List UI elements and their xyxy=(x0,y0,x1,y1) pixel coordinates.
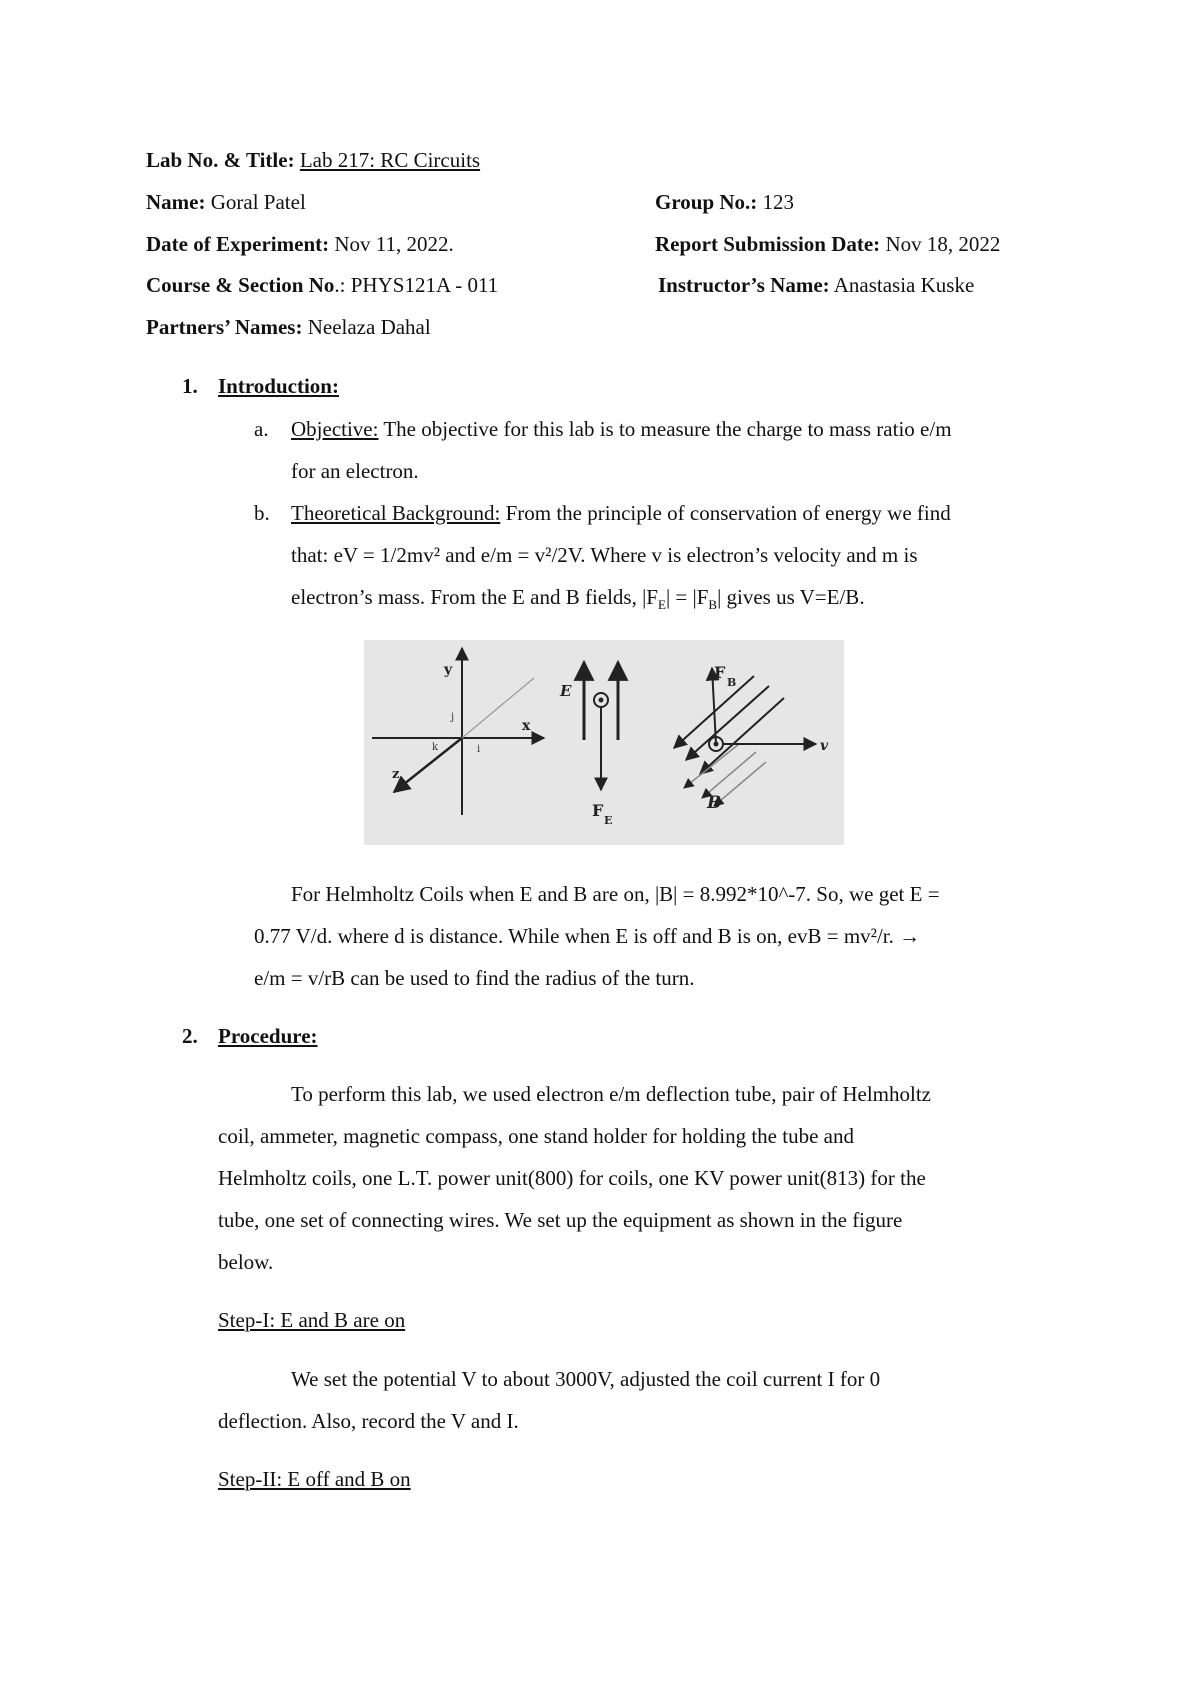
submission-line xyxy=(655,231,1000,257)
date-value: Nov 11, 2022. xyxy=(334,232,454,256)
submission-value: Nov 18, 2022 xyxy=(885,232,1001,256)
course-separator: .: xyxy=(334,273,351,297)
velocity-label: v xyxy=(820,738,829,754)
section-1-number: 1. xyxy=(182,374,198,398)
procedure-line-5: below. xyxy=(218,1250,274,1274)
x-axis-label: x xyxy=(522,718,531,734)
fb-label-sub: B xyxy=(727,676,737,689)
field-diagram xyxy=(364,640,844,845)
lab-title-value: Lab 217: RC Circuits xyxy=(299,148,481,172)
b-field-label: B xyxy=(707,793,722,813)
partners-line xyxy=(146,314,431,340)
b-field-line-5 xyxy=(702,752,756,798)
b-field-line-6 xyxy=(714,762,766,806)
step-1-line-2: deflection. Also, record the V and I. xyxy=(218,1409,519,1433)
item-b-line-3 xyxy=(291,584,865,618)
y-axis-label: y xyxy=(444,662,453,678)
procedure-line-3: Helmholtz coils, one L.T. power unit(800) for coils, one KV power unit(813) for the xyxy=(218,1166,926,1190)
step-1-title-wrap xyxy=(218,1307,405,1333)
z-axis xyxy=(394,738,462,792)
procedure-line-2: coil, ammeter, magnetic compass, one stand holder for holding the tube and xyxy=(218,1124,854,1148)
electron-b-dot xyxy=(714,742,719,747)
item-b-line-3-mid: | = |F xyxy=(665,585,709,609)
item-b-marker: b. xyxy=(254,501,270,525)
instructor-value: Anastasia Kuske xyxy=(833,273,975,297)
procedure-line-4: tube, one set of connecting wires. We set up the equipment as shown in the figure xyxy=(218,1208,903,1232)
j-unit-label: j xyxy=(451,712,455,723)
name-value: Goral Patel xyxy=(210,190,306,214)
item-b-line-3-end: | gives us V=E/B. xyxy=(717,585,865,609)
item-a-line-1 xyxy=(291,416,952,442)
submission-label: Report Submission Date: xyxy=(655,232,881,256)
item-a-line-2: for an electron. xyxy=(291,459,419,483)
section-1-title: Introduction: xyxy=(218,374,339,398)
electron-dot xyxy=(599,698,604,703)
course-value: PHYS121A - 011 xyxy=(350,273,499,297)
k-unit-label: k xyxy=(432,742,439,753)
helmholtz-line-1: For Helmholtz Coils when E and B are on, |B| = 8.992*10^-7. So, we get E = xyxy=(291,882,940,906)
course-line xyxy=(146,272,498,298)
z-axis-label: z xyxy=(392,767,400,782)
section-2-title-wrap xyxy=(218,1023,318,1049)
instructor-line xyxy=(658,272,974,298)
fb-subscript: B xyxy=(708,597,718,613)
fb-label: F xyxy=(714,663,726,682)
procedure-line-1: To perform this lab, we used electron e/m deflection tube, pair of Helmholtz xyxy=(291,1082,931,1106)
group-label: Group No.: xyxy=(655,190,758,214)
step-1-line-1: We set the potential V to about 3000V, adjusted the coil current I for 0 xyxy=(291,1367,881,1391)
section-2-title: Procedure: xyxy=(218,1024,318,1048)
lab-title-line xyxy=(146,147,480,173)
date-label: Date of Experiment: xyxy=(146,232,330,256)
step-2-title: Step-II: E off and B on xyxy=(218,1467,411,1491)
section-2-heading xyxy=(182,1023,198,1049)
section-1-heading xyxy=(182,373,198,399)
theory-text: From the principle of conservation of energy we find xyxy=(505,501,951,525)
item-b-line-3-text: electron’s mass. From the E and B fields, |F xyxy=(291,585,658,609)
item-b-line-1 xyxy=(291,500,951,526)
e-field-label: E xyxy=(560,682,572,700)
item-b-line-2: that: eV = 1/2mv² and e/m = v²/2V. Where v is electron’s velocity and m is xyxy=(291,543,918,567)
i-unit-label: i xyxy=(477,744,481,755)
theory-heading: Theoretical Background: xyxy=(291,501,501,525)
lab-title-label: Lab No. & Title: xyxy=(146,148,295,172)
group-value: 123 xyxy=(762,190,795,214)
partners-value: Neelaza Dahal xyxy=(307,315,431,339)
helmholtz-line-3: e/m = v/rB can be used to find the radius of the turn. xyxy=(254,966,695,990)
objective-heading: Objective: xyxy=(291,417,379,441)
course-label: Course & Section No xyxy=(146,273,335,297)
fe-label-sub: E xyxy=(604,814,613,827)
helmholtz-line-2: 0.77 V/d. where d is distance. While when E is off and B is on, evB = mv²/r. → xyxy=(254,924,921,948)
fe-label: F xyxy=(592,801,604,820)
group-line xyxy=(655,189,794,215)
name-label: Name: xyxy=(146,190,206,214)
objective-text: The objective for this lab is to measure the charge to mass ratio e/m xyxy=(383,417,952,441)
fe-subscript: E xyxy=(658,597,666,613)
field-diagram-figure xyxy=(364,640,844,845)
partners-label: Partners’ Names: xyxy=(146,315,303,339)
step-2-title-wrap xyxy=(218,1466,411,1492)
date-line xyxy=(146,231,454,257)
item-a-marker: a. xyxy=(254,417,269,441)
step-1-title: Step-I: E and B are on xyxy=(218,1308,406,1332)
section-1-title-wrap xyxy=(218,373,339,399)
section-2-number: 2. xyxy=(182,1024,198,1048)
name-line xyxy=(146,189,306,215)
instructor-label: Instructor’s Name: xyxy=(658,273,830,297)
